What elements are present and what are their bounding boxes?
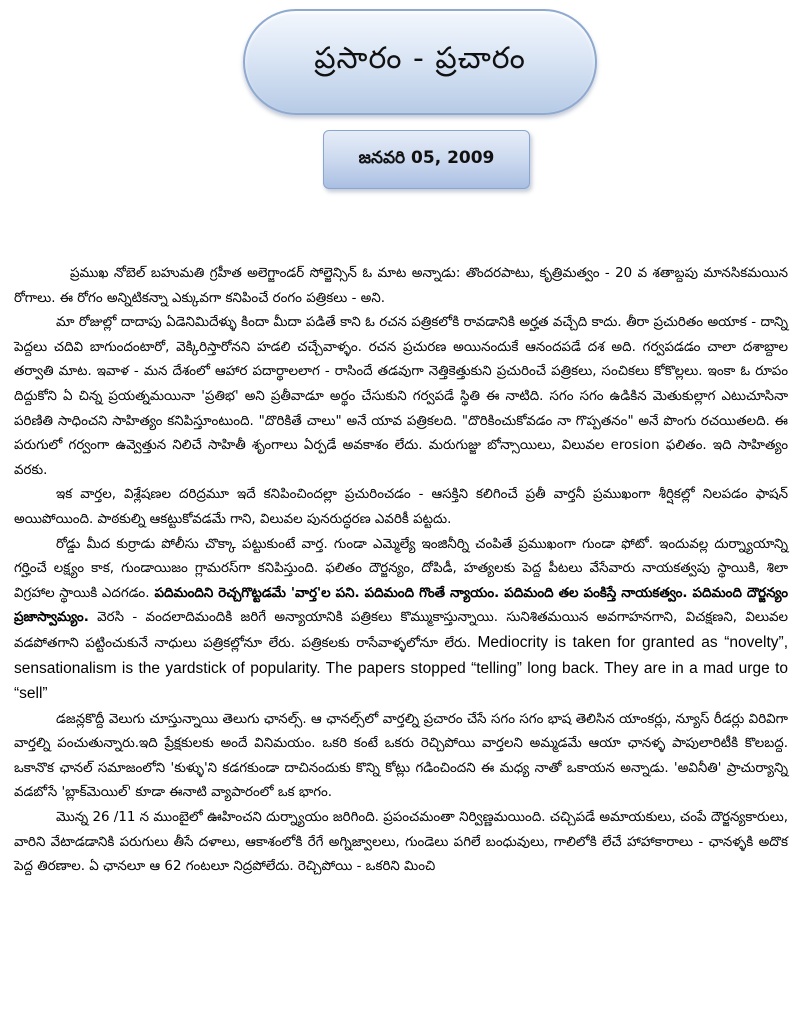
- paragraph-text: మా రోజుల్లో దాదాపు ఏడెనిమిదేళ్ళు కిందా మీదా పడితే కాని ఓ రచన పత్రికలోకి రావడానికి అర్హత వచ్చేది కాదు. తీరా ప్రచురితం అయాక - దాన్ని పెద్దలు చదివి బాగుందంటారో, వెక్కిరిస్తారోనని హడలి చచ్చేవాళ్ళం. రచన ప్రచురణ అయినందుకే ఆనందపడే దశ అది. గర్వపడడం చాలా దశాబ్దాల తర్వాతి మాట. ఇవాళ - మన దేశంలో ఆహార పదార్థాలలాగ - రాసిందే తడవుగా నెత్తికెత్తుకుని ప్రచురించే పత్రికలు, సంచికలు కోకొల్లలు. ఇంకా ఓ రూపం దిద్దుకోని ఏ చిన్న ప్రయత్నమయినా 'ప్రతిభ' అని ప్రతీవాడూ అర్థం చేసుకుని గర్వపడే స్థితి ఈ నాటిది. సగం సగం ఉడికిన మెతుకుల్లాగ ఎటుచూసినా పరిణితి సాధించని సాహిత్యం కనిపిస్తూంటుంది. "దొరికితే చాలు" అనే యావ పత్రికలది. "దొరికించుకోవడం నా గొప్పతనం" అనే పొంగు రచయితలది. ఈ పరుగులో గర్వంగా ఉవ్వెత్తున నిలిచే సాహితీ శృంగాలు ఏర్పడే అవకాశం లేదు. మరుగుజ్జు బోన్సాయిలు, విలువల erosion ఫలితం. ఇది సాహిత్యం వరకు.: [14, 315, 788, 478]
- paragraph-text: ప్రముఖ నోబెల్ బహుమతి గ్రహీత అలెగ్జాండర్ సోల్జెన్సిన్ ఓ మాట అన్నాడు: తొందరపాటు, కృత్రిమత్వం - 20 వ శతాబ్దపు మానసికమయిన రోగాలు. ఈ రోగం అన్నిటికన్నా ఎక్కువగా కనిపించే రంగం పత్రికలు - అని.: [14, 266, 788, 306]
- paragraph-5: [14, 708, 788, 806]
- paragraph-2: [14, 311, 788, 483]
- title-banner: [243, 9, 597, 115]
- date-badge: [323, 130, 530, 189]
- english-quote: Mediocrity is taken for granted as “novelty”, sensationalism is the yardstick of popularity. The papers stopped “telling” long back. They are in a mad urge to “sell”: [14, 633, 788, 703]
- paragraph-6: [14, 806, 788, 880]
- bold-emphasis: పదిమందిని రెచ్చగొట్టడమే 'వార్త'ల పని. పదిమంది గొంతే న్యాయం. పదిమంది తల పంకిస్తే నాయకత్వం. పదిమంది దౌర్జన్యం ప్రజాస్వామ్యం.: [14, 585, 789, 626]
- paragraph-1: [14, 262, 788, 311]
- paragraph-text: రోడ్డు మీద కుర్రాడు పోలీసు చొక్కా పట్టుకుంటే వార్త. గుండా ఎమ్మెల్యే ఇంజినీర్ని చంపితే ప్రముఖంగా గుండా ఫోటో. ఇందువల్ల దుర్న్యాయాన్ని గర్హించే లక్ష్యం కాక, గుండాయిజం గ్లామరస్‌గా కనిపిస్తుంది. ఫలితం దౌర్జన్యం, దోపిడీ, హత్యలకు పెద్ద పీటలు వేసేవారు నాయకత్వపు స్థాయికి, శిలా విగ్రహాల స్థాయికి ఎదగడం.: [14, 536, 788, 601]
- article-body: [14, 262, 788, 880]
- paragraph-text: డజన్లకొద్దీ వెలుగు చూస్తున్నాయి తెలుగు ఛానల్స్. ఆ ఛానల్స్‌లో వార్తల్ని ప్రచారం చేసే సగం సగం భాష తెలిసిన యాంకర్లు, న్యూస్ రీడర్లు విరివిగా వార్తల్ని పంచుతున్నారు.ఇది ప్రేక్షకులకు అందే వినిమయం. ఒకరి కంటే ఒకరు రెచ్చిపోయి వార్తలని అమ్మడమే ఆయా ఛానళ్ళ పాపులారిటీకి కొలబద్ద. ఒకానొక ఛానల్ సమాజంలోని 'కుళ్ళు'ని కడగకుండా దాచినందుకు కొన్ని కోట్లు గడించిందని ఈ మధ్య నాతో ఒకాయన అన్నాడు. 'అవినీతి' ప్రాచుర్యాన్ని వడబోసే 'బ్లాక్‌మెయిల్' కూడా ఈనాటి వ్యాపారంలో ఒక భాగం.: [14, 711, 788, 801]
- page-title: ప్రసారం - ప్రచారం: [314, 41, 526, 76]
- paragraph-text: ఇక వార్తల, విశ్లేషణల దరిద్రమూ ఇదే కనిపించిందల్లా ప్రచురించడం - ఆసక్తిని కలిగించే ప్రతీ వార్తనీ ప్రముఖంగా శీర్షికల్లో నిలపడం ఫాషన్ అయిపోయింది. పాఠకుల్ని ఆకట్టుకోవడమే గాని, విలువల పునరుద్ధరణ ఎవరికీ పట్టదు.: [14, 487, 788, 527]
- paragraph-4: [14, 533, 788, 708]
- paragraph-3: [14, 483, 788, 532]
- paragraph-text: వెరసి - వందలాదిమందికి జరిగే అన్యాయానికి పత్రికలు కొమ్ముకాస్తున్నాయి. సునిశితమయిన అవగాహనగాని, విచక్షణని, విలువల వడపోతగాని పట్టించుకునే నాధులు పత్రికల్లోనూ లేరు. పత్రికలకు రాసేవాళ్ళలోనూ లేరు.: [14, 610, 788, 651]
- paragraph-text: మొన్న 26 /11 న ముంబైలో ఊహించని దుర్న్యాయం జరిగింది. ప్రపంచమంతా నిర్విణ్ణమయింది. చచ్చిపడే అమాయకులు, చంపే దౌర్జన్యకారులు, వారిని వేటాడడానికి పరుగులు తీసే దళాలు, ఆకాశంలోకి రేగే అగ్నిజ్వాలలు, గుండెలు పగిలే బంధువులు, గాలిలోకి లేచే హాహాకారాలు - ఛానళ్ళకి అదొక పెద్ద తిరణాల. ఏ ఛానలూ ఆ 62 గంటలూ నిద్రపోలేదు. రెచ్చిపోయి - ఒకరిని మించి: [14, 810, 788, 875]
- article-date: జనవరి 05, 2009: [358, 147, 495, 168]
